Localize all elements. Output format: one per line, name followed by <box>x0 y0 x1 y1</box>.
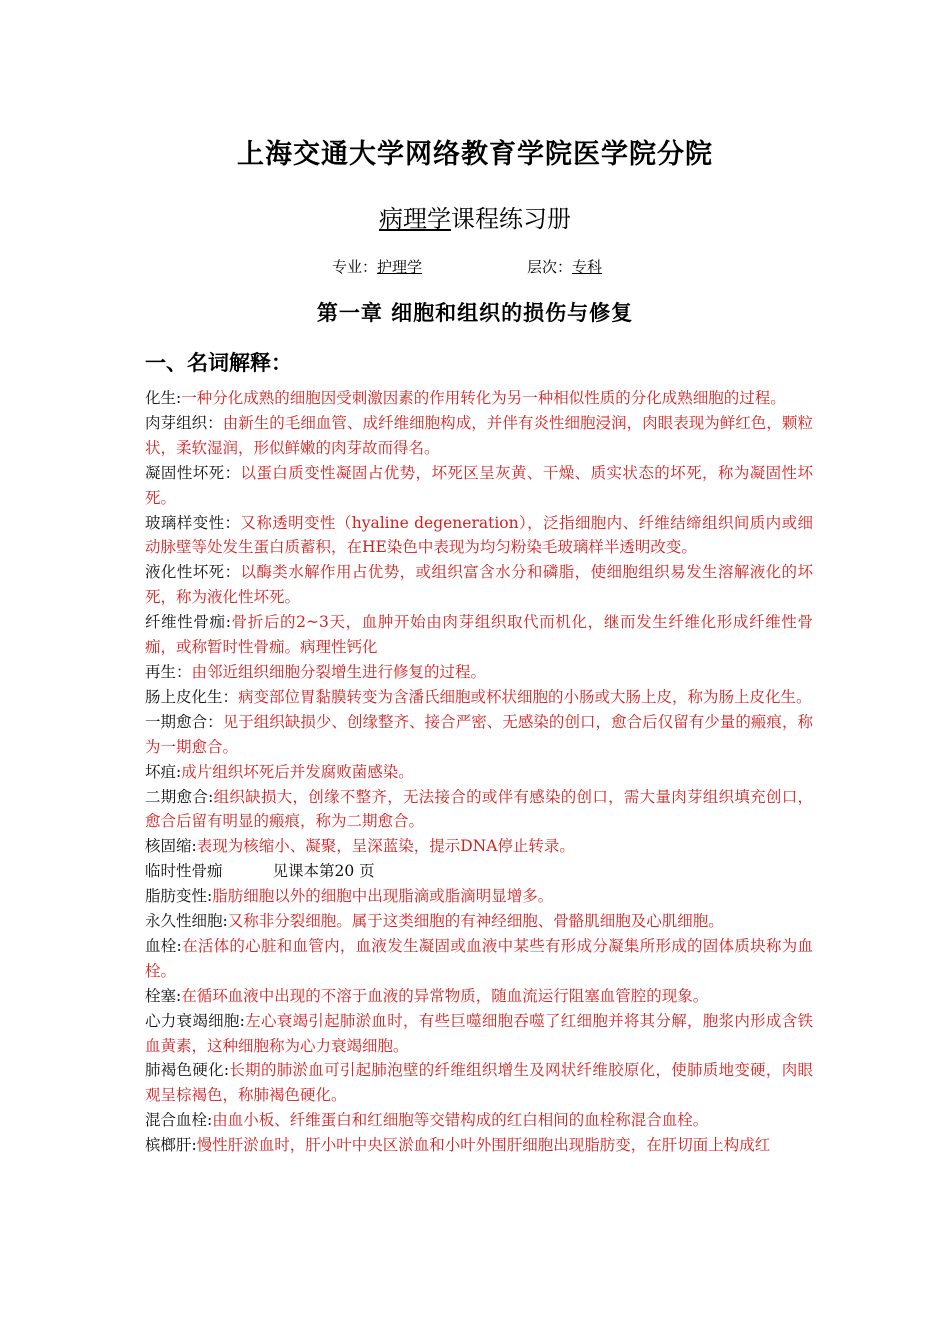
glossary-entry <box>145 785 813 835</box>
course-name: 病理学 <box>379 205 451 233</box>
glossary-entry <box>145 660 813 685</box>
glossary-entry <box>145 834 813 859</box>
glossary-term: 液化性坏死： <box>145 563 241 582</box>
glossary-term: 坏疽: <box>145 762 182 781</box>
glossary-term: 槟榔肝: <box>145 1136 197 1155</box>
glossary-entry <box>145 934 813 984</box>
glossary-entry <box>145 884 813 909</box>
section-heading: 一、名词解释： <box>145 350 292 375</box>
glossary-definition: 在循环血液中出现的不溶于血液的异常物质，随血流运行阻塞血管腔的现象。 <box>181 986 709 1005</box>
glossary-term: 化生: <box>145 389 182 407</box>
glossary-definition: 以蛋白质变性凝固占优势，坏死区呈灰黄、干燥、质实状态的坏死，称为凝固性坏死。 <box>145 463 813 507</box>
glossary-term: 肺褐色硬化: <box>145 1061 230 1080</box>
glossary-definition: 成片组织坏死后并发腐败菌感染。 <box>181 762 414 781</box>
glossary-entry <box>145 511 813 561</box>
glossary-entry <box>145 710 813 760</box>
glossary-entry <box>145 610 813 660</box>
glossary-term: 纤维性骨痂: <box>145 613 231 632</box>
glossary-entry <box>145 1133 813 1158</box>
glossary-term: 混合血栓: <box>145 1111 213 1130</box>
glossary-entry <box>145 984 813 1009</box>
glossary-term: 心力衰竭细胞: <box>145 1011 245 1030</box>
glossary-term: 二期愈合: <box>145 787 214 806</box>
glossary-term: 栓塞: <box>145 986 182 1005</box>
glossary-entry <box>145 386 813 411</box>
glossary-term: 凝固性坏死： <box>145 463 241 482</box>
glossary-definition: 又称非分裂细胞。属于这类细胞的有神经细胞、骨骼肌细胞及心肌细胞。 <box>227 912 724 931</box>
glossary-term: 肠上皮化生： <box>145 687 239 706</box>
glossary-entry <box>145 1009 813 1059</box>
glossary-term: 血栓: <box>145 936 182 955</box>
glossary-entry <box>145 685 813 710</box>
glossary-definition: 见课本第20 页 <box>272 862 375 881</box>
level-line <box>527 256 602 277</box>
glossary-definition: 左心衰竭引起肺淤血时，有些巨噬细胞吞噬了红细胞并将其分解，胞浆内形成含铁血黄素，这种细胞称为心力衰竭细胞。 <box>145 1011 813 1055</box>
glossary-entry <box>145 1058 813 1108</box>
glossary-entry <box>145 461 813 511</box>
glossary-definition: 以酶类水解作用占优势，或组织富含水分和磷脂，使细胞组织易发生溶解液化的坏死，称为液化性坏死。 <box>145 563 813 607</box>
level-label: 层次： <box>527 258 573 276</box>
glossary-entry <box>145 411 813 461</box>
glossary-term: 核固缩: <box>145 837 197 856</box>
glossary-entry <box>145 560 813 610</box>
glossary-term: 临时性骨痂 <box>145 862 223 881</box>
glossary-definition: 骨折后的2~3天，血肿开始由肉芽组织取代而机化，继而发生纤维化形成纤维性骨痂，或称暂时性骨痂。病理性钙化 <box>145 613 813 657</box>
glossary-entry <box>145 1108 813 1133</box>
level-value: 专科 <box>572 258 603 276</box>
glossary-definition: 由新生的毛细血管、成纤维细胞构成，并伴有炎性细胞浸润，肉眼表现为鲜红色，颗粒状，柔软湿润，形似鲜嫩的肉芽故而得名。 <box>145 413 813 457</box>
glossary-entry <box>145 859 813 884</box>
glossary-term: 永久性细胞: <box>145 912 228 931</box>
glossary-definition: 慢性肝淤血时，肝小叶中央区淤血和小叶外围肝细胞出现脂肪变，在肝切面上构成红 <box>196 1136 771 1155</box>
glossary-definition: 表现为核缩小、凝聚，呈深蓝染，提示DNA停止转录。 <box>196 837 575 856</box>
major-value: 护理学 <box>377 258 423 276</box>
glossary-definition: 由邻近组织细胞分裂增生进行修复的过程。 <box>191 662 487 681</box>
glossary-definition: 在活体的心脏和血管内，血液发生凝固或血液中某些有形成分凝集所形成的固体质块称为血栓。 <box>145 936 813 980</box>
glossary-definition: 由血小板、纤维蛋白和红细胞等交错构成的红白相间的血栓称混合血栓。 <box>212 1111 709 1130</box>
major-label: 专业： <box>332 258 378 276</box>
glossary-definition: 长期的肺淤血可引起肺泡壁的纤维组织增生及网状纤维胶原化，使肺质地变硬，肉眼观呈棕褐色，称肺褐色硬化。 <box>145 1061 813 1105</box>
glossary-term: 脂肪变性: <box>145 887 213 906</box>
glossary-list <box>145 386 813 1158</box>
glossary-definition: 脂肪细胞以外的细胞中出现脂滴或脂滴明显增多。 <box>212 887 554 906</box>
glossary-entry <box>145 760 813 785</box>
glossary-term: 再生： <box>145 662 192 681</box>
document-title: 上海交通大学网络教育学院医学院分院 <box>237 139 713 170</box>
glossary-term: 肉芽组织： <box>145 413 223 432</box>
major-line <box>332 256 422 277</box>
glossary-definition: 组织缺损大，创缘不整齐，无法接合的或伴有感染的创口，需大量肉芽组织填充创口，愈合后留有明显的瘢痕，称为二期愈合。 <box>145 787 813 831</box>
course-suffix: 课程练习册 <box>451 205 571 233</box>
glossary-definition: 一种分化成熟的细胞因受刺激因素的作用转化为另一种相似性质的分化成熟细胞的过程。 <box>181 389 786 407</box>
glossary-definition: 病变部位胃黏膜转变为含潘氏细胞或杯状细胞的小肠或大肠上皮，称为肠上皮化生。 <box>238 687 812 706</box>
glossary-term: 玻璃样变性： <box>145 513 241 532</box>
glossary-definition: 又称透明变性（hyaline degeneration），泛指细胞内、纤维结缔组织间质内或细动脉壁等处发生蛋白质蓄积，在HE染色中表现为均匀粉染毛玻璃样半透明改变。 <box>145 513 813 557</box>
chapter-heading: 第一章 细胞和组织的损伤与修复 <box>316 300 634 325</box>
glossary-entry <box>145 909 813 934</box>
course-title <box>0 199 950 234</box>
glossary-term: 一期愈合： <box>145 712 223 731</box>
glossary-definition: 见于组织缺损少、创缘整齐、接合严密、无感染的创口，愈合后仅留有少量的瘢痕，称为一期愈合。 <box>145 712 813 756</box>
